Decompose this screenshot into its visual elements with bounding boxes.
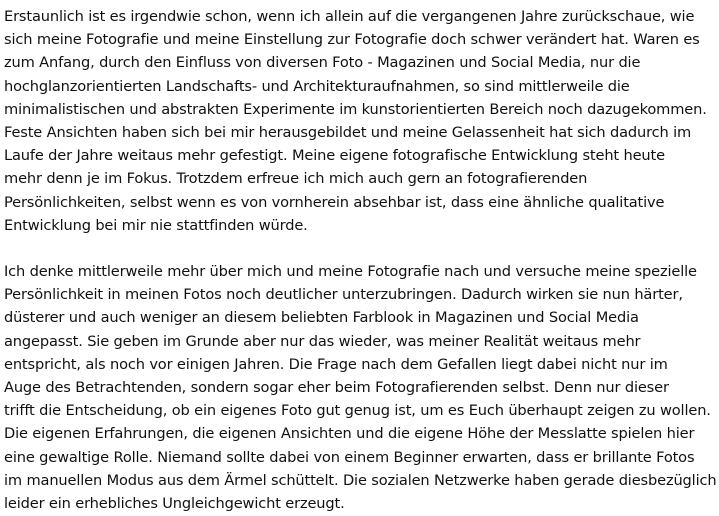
text-line: Laufe der Jahre weitaus mehr gefestigt. Meine eigene fotografische Entwicklung steht heute [4, 147, 665, 165]
text-line: Entwicklung bei mir nie stattfinden würde. [4, 216, 308, 234]
text-line: minimalistischen und abstrakten Experimente im kunstorientierten Bereich noch dazugekommen. [4, 100, 707, 118]
text-line: im manuellen Modus aus dem Ärmel schüttelt. Die sozialen Netzwerke haben gerade diesbezüglich [4, 471, 717, 489]
text-line: Auge des Betrachtenden, sondern sogar eher beim Fotografierenden selbst. Denn nur dieser [4, 379, 669, 396]
text-line: düsterer und auch weniger an diesem beliebten Farblook in Magazinen und Social Media [4, 309, 639, 327]
document-body [4, 5, 717, 515]
paragraph-1 [4, 5, 717, 237]
text-line: leider ein erhebliches Ungleichgewicht erzeugt. [4, 494, 345, 512]
text-line: eine gewaltige Rolle. Niemand sollte dabei von einem Beginner erwarten, dass er brillante Fotos [4, 448, 695, 466]
text-line: Ich denke mittlerweile mehr über mich und meine Fotografie nach und versuche meine spezielle [4, 263, 697, 281]
text-line: zum Anfang, durch den Einfluss von diversen Foto - Magazinen und Social Media, nur die [4, 54, 641, 72]
text-line: Persönlichkeiten, selbst wenn es von vornherein absehbar ist, dass eine ähnliche qualitative [4, 193, 665, 211]
paragraph-2 [4, 260, 717, 515]
text-line: mehr denn je im Fokus. Trotzdem erfreue ich mich auch gern an fotografierenden [4, 170, 588, 188]
text-line: Erstaunlich ist es irgendwie schon, wenn ich allein auf die vergangenen Jahre zurückschaue, wie [4, 8, 695, 25]
text-line: trifft die Entscheidung, ob ein eigenes Foto gut genug ist, um es Euch überhaupt zeigen zu wollen. [4, 402, 711, 420]
paragraph-spacer [4, 237, 717, 260]
text-line: Die eigenen Erfahrungen, die eigenen Ansichten und die eigene Höhe der Messlatte spielen hier [4, 425, 695, 443]
text-line: Persönlichkeit in meinen Fotos noch deutlicher unterzubringen. Dadurch wirken sie nun härter, [4, 286, 683, 304]
text-line: Feste Ansichten haben sich bei mir herausgebildet und meine Gelassenheit hat sich dadurch im [4, 123, 692, 141]
text-line: hochglanzorientierten Landschafts- und Architekturaufnahmen, so sind mittlerweile die [4, 77, 630, 95]
text-line: angepasst. Sie geben im Grunde aber nur das wieder, was meiner Realität weitaus mehr [4, 332, 641, 350]
text-line: entspricht, als noch vor einigen Jahren. Die Frage nach dem Gefallen liegt dabei nicht nur im [4, 355, 668, 373]
text-line: sich meine Fotografie und meine Einstellung zur Fotografie doch schwer verändert hat. Waren es [4, 31, 700, 49]
